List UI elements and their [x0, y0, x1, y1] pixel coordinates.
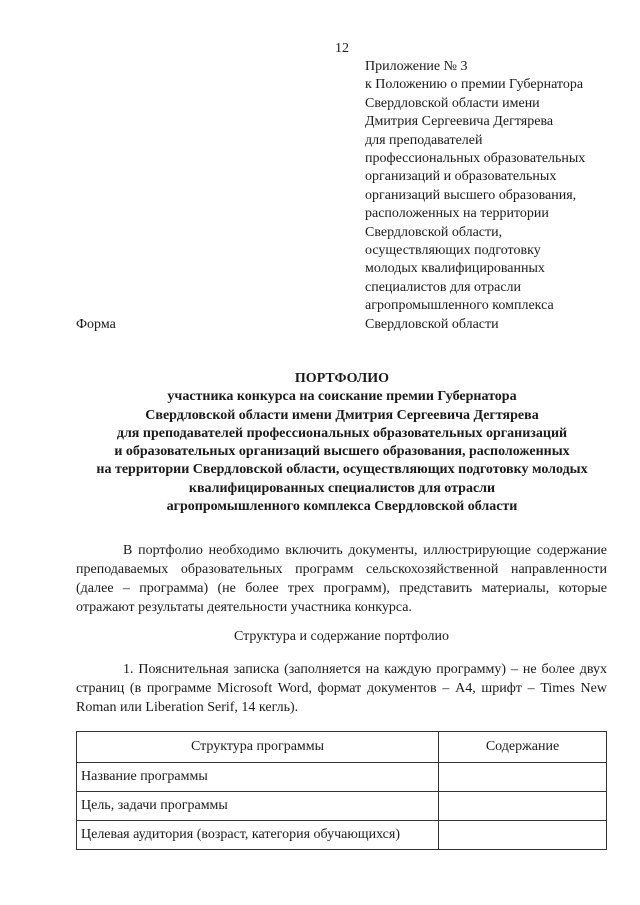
title-line: Свердловской области имени Дмитрия Сергеевича Дегтярева: [145, 407, 539, 423]
title-line: квалифицированных специалистов для отрасли: [188, 480, 496, 496]
appendix-line: молодых квалифицированных: [365, 261, 545, 277]
appendix-line: расположенных на территории: [365, 206, 549, 222]
title-line: агропромышленного комплекса Свердловской области: [166, 499, 518, 515]
table-header-row: [77, 732, 607, 763]
appendix-line: организаций высшего образования,: [365, 187, 577, 203]
table-row: [77, 763, 607, 792]
appendix-line: специалистов для отрасли: [365, 279, 522, 295]
document-title: [72, 370, 612, 516]
page-number: 12: [335, 41, 349, 56]
table-cell-structure: Цель, задачи программы: [77, 792, 439, 821]
table-row: [77, 792, 607, 821]
table-cell-structure: Целевая аудитория (возраст, категория обучающихся): [77, 821, 439, 850]
table-cell-content: [439, 821, 607, 850]
title-line: и образовательных организаций высшего образования, расположенных: [114, 444, 570, 460]
section-heading: Структура и содержание портфолио: [233, 629, 450, 644]
title-line: участника конкурса на соискание премии Губернатора: [167, 389, 517, 405]
appendix-line: Свердловской области имени: [365, 95, 540, 111]
appendix-line: Дмитрия Сергеевича Дегтярева: [365, 114, 554, 130]
table-row: [77, 821, 607, 850]
appendix-line: агропромышленного комплекса: [365, 298, 554, 314]
table-cell-content: [439, 792, 607, 821]
title-line: ПОРТФОЛИО: [294, 371, 390, 386]
appendix-line: к Положению о премии Губернатора: [365, 77, 584, 93]
table-header-content: Содержание: [439, 732, 607, 763]
appendix-line: Свердловской области: [365, 316, 499, 332]
appendix-line: организаций и образовательных: [365, 169, 557, 185]
appendix-line: осуществляющих подготовку: [365, 243, 541, 259]
appendix-line: Приложение № 3: [365, 59, 468, 74]
program-structure-table: [76, 731, 607, 850]
form-label: Форма: [76, 317, 116, 332]
appendix-line: Свердловской области,: [365, 224, 503, 240]
title-line: на территории Свердловской области, осуществляющих подготовку молодых: [96, 462, 588, 478]
intro-paragraph: В портфолио необходимо включить документы, иллюстрирующие содержание преподаваемых образовательных программ сельскохозяйственной направленности (далее – программа) (не более трех программ), представить материалы, которые отражают результаты деятельности участника конкурса.: [76, 543, 607, 615]
table-cell-content: [439, 763, 607, 792]
table-header-structure: Структура программы: [77, 732, 439, 763]
appendix-line: для преподавателей: [365, 132, 483, 148]
appendix-line: профессиональных образовательных: [365, 151, 586, 167]
table-cell-structure: Название программы: [77, 763, 439, 792]
appendix-note: [365, 58, 635, 334]
title-line: для преподавателей профессиональных образовательных организаций: [116, 425, 568, 441]
item-1-paragraph: 1. Пояснительная записка (заполняется на каждую программу) – не более двух страниц (в программе Microsoft Word, формат документов – А4, шрифт – Times New Roman или Liberation Serif, 14 кегль).: [76, 662, 607, 715]
